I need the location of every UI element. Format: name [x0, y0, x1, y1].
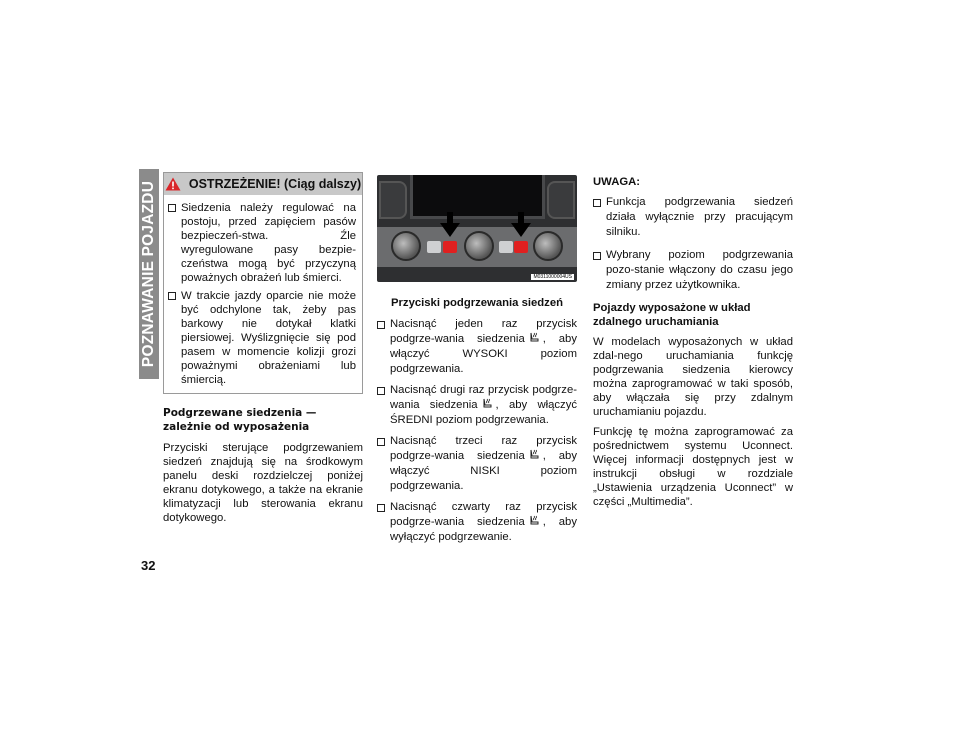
- checkbox-bullet-icon: [593, 199, 601, 207]
- step-text-before: Nacisnąć drugi raz przycisk podgrze-wania siedzenia: [390, 384, 577, 411]
- warning-item: [168, 201, 356, 285]
- warning-triangle-icon: [165, 177, 181, 191]
- step-item: [377, 383, 577, 428]
- figure-caption: Przyciski podgrzewania siedzeń: [390, 297, 564, 309]
- passenger-heated-seat-button: [514, 241, 528, 253]
- note-title: UWAGA:: [593, 176, 641, 188]
- air-vent-left: [379, 181, 407, 219]
- note-item-text: Wybrany poziom podgrzewania pozo-stanie włączony do czasu jego zmiany przez użytkownika.: [606, 249, 793, 291]
- fan-knob: [464, 231, 494, 261]
- driver-heated-seat-button: [443, 241, 457, 253]
- checkbox-bullet-icon: [168, 204, 176, 212]
- column-left: [163, 172, 363, 525]
- step-text: [390, 317, 577, 377]
- warning-item-text: W trakcie jazdy oparcie nie może być odchylone tak, żeby pas barkowy nie dotykał klatki piersiowej. Wyślizgnięcie się pod pasem w momencie kolizji grozi poważnymi obrażeniami lub śmiercią.: [181, 290, 356, 386]
- checkbox-bullet-icon: [377, 387, 385, 395]
- heated-seat-icon: [528, 515, 540, 527]
- checkbox-bullet-icon: [377, 504, 385, 512]
- checkbox-bullet-icon: [593, 252, 601, 260]
- remote-start-paragraph: Funkcję tę można zaprogramować za pośrednictwem systemu Uconnect. Więcej informacji dostępnych jest w instrukcji obsługi w rozdziale „Ustawienia urządzenia Uconnect” w części „Multimedia”.: [593, 426, 793, 508]
- panel-button: [427, 241, 441, 253]
- step-text-after: , aby włączyć NISKI poziom podgrzewania.: [390, 450, 577, 492]
- touchscreen-display: [410, 175, 545, 219]
- step-text-after: , aby włączyć WYSOKI poziom podgrzewania.: [390, 333, 577, 375]
- step-text-after: , aby wyłączyć podgrzewanie.: [390, 516, 577, 543]
- chapter-title: POZNAWANIE POJAZDU: [140, 180, 157, 368]
- air-vent-right: [547, 181, 575, 219]
- panel-button: [499, 241, 513, 253]
- step-text-after: , aby włączyć ŚREDNI poziom podgrzewania.: [390, 399, 577, 426]
- note-item: [593, 195, 793, 240]
- step-text: [390, 434, 577, 494]
- note-item: [593, 248, 793, 293]
- heated-seat-buttons-photo: [377, 175, 577, 282]
- checkbox-bullet-icon: [377, 321, 385, 329]
- page-number: 32: [141, 558, 156, 573]
- section-heading-remote-start: Pojazdy wyposażone w układ zdalnego uruchamiania: [593, 302, 751, 328]
- step-item: [377, 500, 577, 545]
- column-right: [593, 175, 793, 515]
- temperature-knob-left: [391, 231, 421, 261]
- heated-seats-paragraph: Przyciski sterujące podgrzewaniem siedzeń znajdują się na środkowym panelu deski rozdzielczej poniżej ekranu dotykowego, a także na ekranie klimatyzacji lub sterowania ekranu dotykowego.: [163, 442, 363, 524]
- warning-body: [164, 195, 362, 393]
- arrow-down-icon: [511, 223, 531, 237]
- checkbox-bullet-icon: [168, 292, 176, 300]
- step-item: [377, 434, 577, 494]
- note-item-text: Funkcja podgrzewania siedzeń działa wyłącznie przy pracującym silniku.: [606, 196, 793, 238]
- warning-item: [168, 289, 356, 387]
- step-text: [390, 383, 577, 428]
- warning-item-text: Siedzenia należy regulować na postoju, przed zapięciem pasów bezpieczeń-stwa. Źle wyregulowane pasy bezpie-czeństwa mogą być przyczyną poważnych obrażeń lub śmierci.: [181, 202, 356, 284]
- warning-header: [164, 173, 362, 195]
- warning-box: [163, 172, 363, 394]
- temperature-knob-right: [533, 231, 563, 261]
- figure-code: M0311000004US: [533, 274, 572, 280]
- step-item: [377, 317, 577, 377]
- heated-seat-icon: [528, 332, 540, 344]
- arrow-down-icon: [440, 223, 460, 237]
- remote-start-paragraph: W modelach wyposażonych w układ zdal-nego uruchamiania funkcję podgrzewania siedzenia kierowcy można zaprogramować w taki sposób, aby włączała się przy zdalnym uruchamianiu pojazdu.: [593, 336, 793, 418]
- warning-title: OSTRZEŻENIE! (Ciąg dalszy): [188, 177, 362, 191]
- step-text-before: Nacisnąć jeden raz przycisk podgrze-wania siedzenia: [390, 318, 577, 345]
- heated-seat-icon: [481, 398, 493, 410]
- step-text-before: Nacisnąć czwarty raz przycisk podgrze-wania siedzenia: [390, 501, 577, 528]
- checkbox-bullet-icon: [377, 438, 385, 446]
- section-heading-heated-seats: Podgrzewane siedzenia — zależnie od wyposażenia: [163, 407, 317, 433]
- column-middle: [377, 175, 577, 551]
- step-text: [390, 500, 577, 545]
- heated-seat-icon: [528, 449, 540, 461]
- step-text-before: Nacisnąć trzeci raz przycisk podgrze-wania siedzenia: [390, 435, 577, 462]
